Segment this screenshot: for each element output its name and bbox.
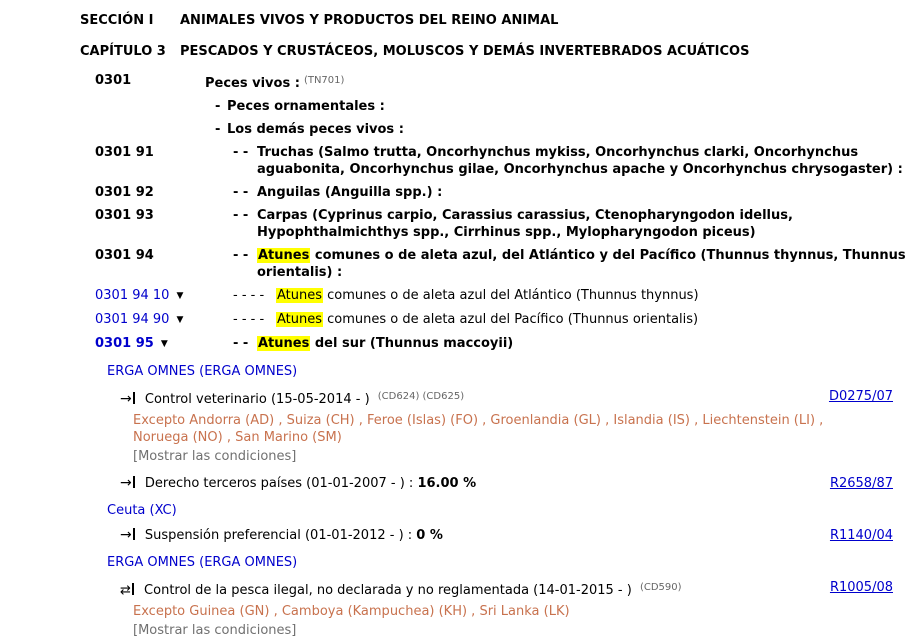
excluded-countries: Excepto Andorra (AD) , Suiza (CH) , Feroe (Islas) (FO) , Groenlandia (GL) , Islandia (IS) , Liechtenstein (LI) , Noruega (NO) , San Marino (SM) (133, 413, 824, 445)
goods-description (205, 247, 908, 281)
regulation-link[interactable]: R1005/08 (829, 580, 893, 595)
goods-description (205, 121, 890, 138)
excluded-countries: Excepto Guinea (GN) , Camboya (Kampuchea) (KH) , Sri Lanka (LK) (133, 604, 570, 619)
nomenclature-row (95, 287, 922, 305)
goods-code: 0301 93 (95, 208, 154, 223)
indent-dashes: - - - - (233, 288, 265, 303)
geo-area-heading: ERGA OMNES (ERGA OMNES) (107, 364, 298, 379)
section-header-row (80, 12, 922, 29)
description-text: comunes o de aleta azul del Pacífico (Thunnus orientalis) (323, 312, 699, 327)
duty-rate: 0 % (416, 528, 443, 543)
section-label: SECCIÓN I (80, 13, 154, 28)
chapter-label: CAPÍTULO 3 (80, 44, 166, 59)
description-text: comunes o de aleta azul del Atlántico (Thunnus thynnus) (323, 288, 699, 303)
description-text: comunes o de aleta azul, del Atlántico y del Pacífico (Thunnus thynnus, Thunnus orientalis) : (257, 248, 906, 280)
nomenclature-row (95, 121, 922, 138)
goods-code-link[interactable]: 0301 95 (95, 336, 154, 351)
import-arrow-icon: → (120, 391, 135, 408)
goods-code: 0301 (95, 73, 132, 88)
section-title: ANIMALES VIVOS Y PRODUCTOS DEL REINO ANIMAL (180, 13, 559, 28)
search-highlight: Atunes (258, 248, 310, 263)
measure-label: Derecho terceros países (01-01-2007 - ) : (144, 476, 418, 491)
nomenclature-row (95, 184, 922, 201)
description-text: Peces vivos : (205, 76, 300, 91)
goods-description (205, 287, 908, 305)
nomenclature-row (95, 207, 922, 241)
measure-label: Suspensión preferencial (01-01-2012 - ) : (144, 528, 417, 543)
goods-code (95, 335, 205, 353)
indent-dashes: - - - - (233, 312, 265, 327)
show-conditions-link[interactable]: [Mostrar las condiciones] (133, 449, 297, 464)
indent-dashes: - - (233, 248, 249, 263)
indent-dashes: - - (233, 185, 249, 200)
measure-row (120, 527, 893, 544)
indent-dashes: - (215, 122, 221, 137)
goods-code (95, 98, 205, 115)
goods-code-link[interactable]: 0301 94 90 (95, 312, 170, 327)
goods-description (205, 144, 908, 178)
description-text: Peces ornamentales : (227, 99, 385, 114)
goods-code (95, 287, 205, 305)
goods-code: 0301 91 (95, 145, 154, 160)
goods-description (205, 335, 908, 353)
description-text: Los demás peces vivos : (227, 122, 404, 137)
goods-description (205, 98, 890, 115)
measure-row (120, 579, 893, 599)
regulation-link[interactable]: R2658/87 (829, 476, 893, 491)
goods-code: 0301 94 (95, 248, 154, 263)
indent-dashes: - - (233, 336, 249, 351)
search-highlight: Atunes (258, 336, 310, 351)
expand-triangle-icon[interactable]: ▼ (176, 291, 184, 301)
goods-code (95, 311, 205, 329)
indent-dashes: - - (233, 208, 249, 223)
geo-area-heading: Ceuta (XC) (107, 503, 177, 518)
nomenclature-row (95, 144, 922, 178)
nomenclature-row (95, 311, 922, 329)
footnote-codes[interactable]: (CD590) (639, 582, 682, 593)
nomenclature-row (95, 247, 922, 281)
import-arrow-icon: → (120, 527, 135, 544)
goods-code (95, 121, 205, 138)
indent-dashes: - - (233, 145, 249, 160)
regulation-link[interactable]: D0275/07 (828, 389, 893, 404)
goods-description (205, 184, 908, 201)
measure-row (120, 475, 893, 492)
goods-description (205, 311, 908, 329)
indent-dashes: - (215, 99, 221, 114)
chapter-title: PESCADOS Y CRUSTÁCEOS, MOLUSCOS Y DEMÁS INVERTEBRADOS ACUÁTICOS (180, 44, 750, 59)
description-text: Truchas (Salmo trutta, Oncorhynchus mykiss, Oncorhynchus clarki, Oncorhynchus aguabonita, Oncorhynchus gilae, Oncorhynchus apache y Oncorhynchus chrysogaster) : (257, 145, 903, 177)
description-text: Anguilas (Anguilla spp.) : (257, 185, 443, 200)
import-arrow-icon: → (120, 475, 135, 492)
regulation-link[interactable]: R1140/04 (829, 528, 893, 543)
footnote-code[interactable]: (TN701) (303, 75, 345, 86)
import-export-arrows-icon: ⇄ (120, 582, 134, 599)
goods-description (205, 72, 880, 92)
measure-label: Control veterinario (15-05-2014 - ) (144, 392, 370, 407)
goods-code-link[interactable]: 0301 94 10 (95, 288, 170, 303)
geo-area-heading: ERGA OMNES (ERGA OMNES) (107, 555, 298, 570)
nomenclature-row (95, 98, 922, 115)
footnote-codes[interactable]: (CD624) (CD625) (377, 391, 465, 402)
chapter-header-row (80, 43, 922, 60)
search-highlight: Atunes (277, 312, 323, 327)
description-text: Carpas (Cyprinus carpio, Carassius carassius, Ctenopharyngodon idellus, Hypophthalmichthys spp., Cirrhinus spp., Mylopharyngodon piceus) (257, 208, 793, 240)
show-conditions-link[interactable]: [Mostrar las condiciones] (133, 623, 297, 636)
nomenclature-table (80, 72, 922, 353)
measure-row (120, 388, 893, 408)
goods-code: 0301 92 (95, 185, 154, 200)
expand-triangle-icon[interactable]: ▼ (176, 315, 184, 325)
search-highlight: Atunes (277, 288, 323, 303)
description-text: del sur (Thunnus maccoyii) (310, 336, 514, 351)
expand-triangle-icon[interactable]: ▼ (160, 339, 168, 349)
measures-panel (80, 363, 893, 636)
nomenclature-row (95, 72, 922, 92)
measure-label: Control de la pesca ilegal, no declarada y no reglamentada (14-01-2015 - ) (144, 583, 632, 598)
nomenclature-row (95, 335, 922, 353)
duty-rate: 16.00 % (417, 476, 477, 491)
goods-description (205, 207, 908, 241)
